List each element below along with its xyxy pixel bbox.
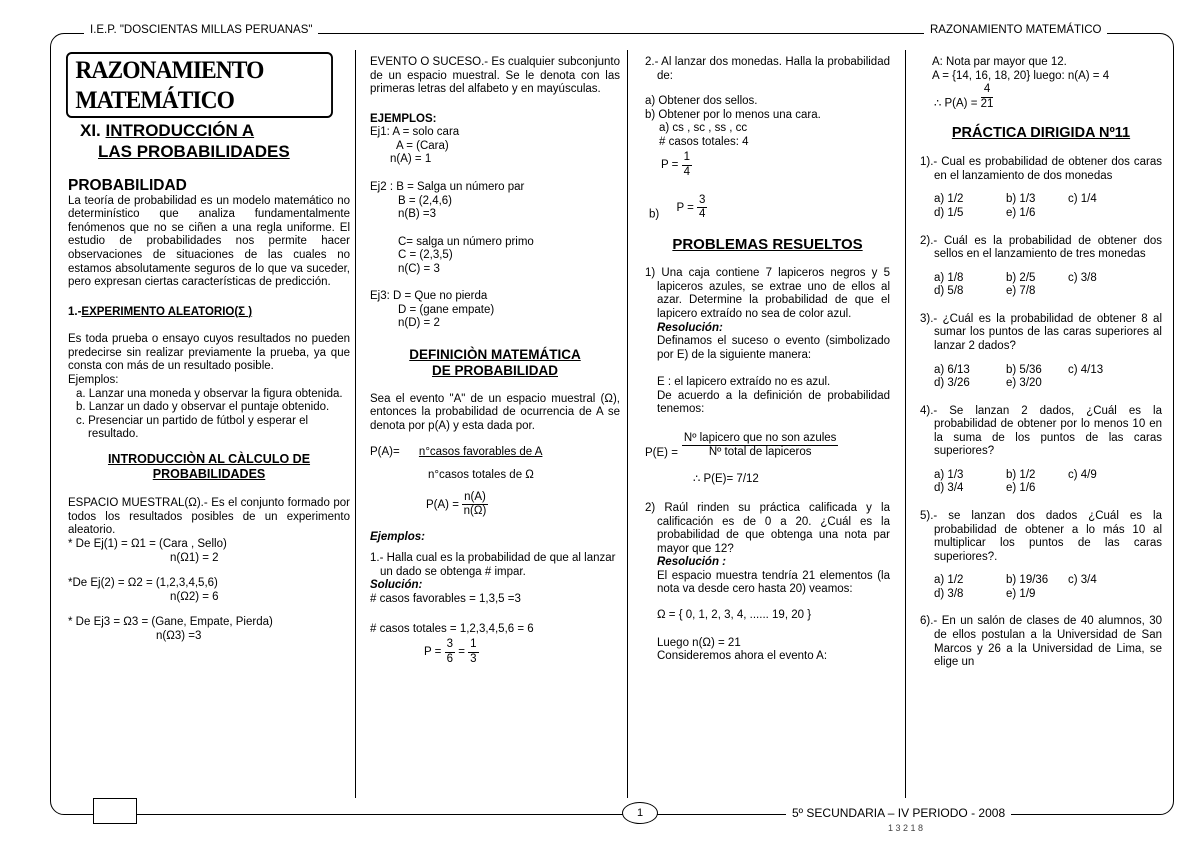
problem-text: 2) Raúl rinden su práctica calificada y la calificación es de 0 a 20. ¿Cuál es la probabilidad de que obtenga una nota par mayor que 12? — [645, 502, 890, 555]
formula-line: C= salga un número primo — [398, 235, 534, 248]
fraction-denominator: n(Ω) — [463, 505, 487, 518]
answer-options — [934, 482, 1162, 496]
paragraph: Es toda prueba o ensayo cuyos resultados no pueden predecirse sin realizar previamente la prueba, ya que consta con más de un resultado posible. — [68, 333, 350, 373]
formula-line: a) cs , sc , ss , cc — [659, 122, 748, 135]
fraction-denominator: Nº total de lapiceros — [708, 446, 812, 459]
answer-options — [934, 377, 1162, 391]
section-heading: PROBLEMAS RESUELTOS — [672, 235, 863, 253]
formula-line: D = (gane empate) — [398, 303, 495, 316]
option-letter: b) — [649, 208, 660, 221]
footer-grade: 5º SECUNDARIA – IV PERIODO - 2008 — [786, 806, 1011, 820]
answer-options — [934, 193, 1162, 207]
answer-option: b) 5/36 — [1006, 363, 1042, 376]
answer-option: d) 3/26 — [934, 377, 970, 390]
fraction-numerator: 1 — [468, 638, 478, 653]
paragraph: E : el lapicero extraído no es azul. — [657, 376, 831, 389]
subsection-title: EXPERIMENTO ALEATORIO(Σ ) — [81, 305, 253, 318]
footer-box — [93, 798, 137, 824]
paragraph: La teoría de probabilidad es un modelo matemático no determinístico que analiza fundamentalmente fenómenos que no se ciñen a una regla uniforme. El estudio de probabilidades nos permite hacer observaciones de situaciones de las cuales no estamos absolutamente seguros de lo que va suceder, pero expresan ciertas características de predicción. — [68, 194, 350, 289]
answer-options — [934, 574, 1162, 588]
header-school: I.E.P. "DOSCIENTAS MILLAS PERUANAS" — [84, 24, 318, 36]
formula-line: Ej3: D = Que no pierda — [370, 290, 488, 303]
paragraph: El espacio muestra tendría 21 elementos (la nota va desde cero hasta 20) veamos: — [657, 569, 890, 596]
equals-sign: = — [458, 646, 465, 659]
footer-extra: 1 3 2 1 8 — [888, 823, 924, 833]
formula-line: n(Ω1) = 2 — [170, 551, 219, 564]
section-heading: PRÁCTICA DIRIGIDA Nº11 — [951, 125, 1131, 142]
answer-option: b) 19/36 — [1006, 574, 1049, 587]
formula-label: P(A) = — [426, 498, 459, 511]
answer-option: b) 1/3 — [1006, 193, 1036, 206]
column-4 — [920, 56, 1162, 670]
fraction-denominator: 3 — [470, 652, 477, 665]
unit-title-line1: INTRODUCCIÓN A — [105, 121, 255, 140]
fraction-numerator: 1 — [682, 151, 692, 166]
practice-question — [920, 405, 1162, 496]
problem-text: 1) Una caja contiene 7 lapiceros negros y 5 lapiceros azules, se extrae uno de ellos al azar. Determine la probabilidad de que el lapicero extraído no sea de color azul. — [645, 267, 890, 320]
formula-line: * De Ej(1) = Ω1 = (Cara , Sello) — [68, 537, 227, 550]
formula-label: P = — [424, 646, 442, 659]
fraction-numerator: 4 — [981, 83, 994, 98]
subject-logo: RAZONAMIENTO MATEMÁTICO — [66, 52, 333, 118]
probability-fraction — [426, 491, 620, 519]
answer-option: a) 6/13 — [934, 363, 970, 376]
section-heading: PROBABILIDADES — [152, 466, 266, 481]
column-2 — [370, 56, 620, 666]
formula-label: ∴ P(A) = — [934, 97, 978, 110]
list-item: c. Presenciar un partido de fútbol y esperar el resultado. — [76, 414, 309, 441]
solution-label: Solución: — [370, 579, 423, 592]
column-separator — [905, 50, 906, 798]
paragraph: Sea el evento "A" de un espacio muestral (Ω), entonces la probabilidad de ocurrencia de A se denota por p(A) y esta dada por. — [370, 392, 620, 432]
answer-option: a) 1/3 — [934, 468, 964, 481]
answer-option: c) 1/4 — [1068, 193, 1097, 206]
answer-option: c) 3/4 — [1068, 574, 1097, 587]
answer-option: c) 4/9 — [1068, 468, 1097, 481]
formula-line: n(B) =3 — [398, 208, 437, 221]
column-separator — [355, 50, 356, 798]
formula-line: Ω = { 0, 1, 2, 3, 4, ...... 19, 20 } — [657, 609, 812, 621]
probability-formula — [645, 431, 890, 461]
answer-option: a) 1/2 — [934, 574, 964, 587]
result-line: ∴ P(E)= 7/12 — [693, 472, 759, 485]
answer-option: a) 1/8 — [934, 271, 964, 284]
fraction-denominator: 21 — [980, 97, 994, 110]
probability-result — [649, 194, 890, 222]
practice-question — [920, 235, 1162, 299]
solution-label: Resolución: — [657, 321, 723, 334]
section-heading: EJEMPLOS: — [370, 112, 437, 125]
subsection-number: 1.- — [68, 305, 82, 318]
fraction-numerator: Nº lapicero que no son azules — [682, 432, 839, 447]
practice-question — [920, 156, 1162, 220]
formula-label: P(E) = — [645, 446, 678, 459]
column-separator — [627, 50, 628, 798]
formula-line: # casos totales: 4 — [659, 135, 749, 148]
paragraph: ESPACIO MUESTRAL(Ω).- Es el conjunto formado por todos los resultados posibles de un experimento aleatorio. — [68, 497, 350, 537]
formula-label: P = — [676, 201, 694, 214]
paragraph: A: Nota par mayor que 12. — [932, 56, 1067, 68]
answer-option: d) 5/8 — [934, 285, 964, 298]
answer-option: e) 7/8 — [1006, 285, 1036, 298]
header-subject: RAZONAMIENTO MATEMÁTICO — [924, 24, 1107, 36]
formula-line: C = (2,3,5) — [398, 249, 453, 262]
answer-option: e) 1/9 — [1006, 587, 1036, 600]
probability-result — [661, 151, 890, 179]
answer-option: b) 1/2 — [1006, 468, 1036, 481]
fraction-numerator: n(A) — [462, 491, 488, 506]
formula-line: n(Ω3) =3 — [156, 629, 202, 642]
answer-options — [934, 207, 1162, 221]
paragraph: Definamos el suceso o evento (simbolizado por E) de la siguiente manera: — [657, 335, 890, 361]
answer-option: c) 3/8 — [1068, 271, 1097, 284]
paragraph: Consideremos ahora el evento A: — [657, 650, 828, 663]
probability-result — [424, 638, 620, 666]
formula-numerator: n°casos favorables de A — [418, 445, 543, 458]
formula-label: P = — [661, 159, 679, 172]
unit-number: XI. — [80, 121, 101, 140]
unit-title — [80, 120, 350, 141]
question-text: 5).- se lanzan dos dados ¿Cuál es la probabilidad de obtener a lo más 10 al multiplicar los puntos de las caras superiores?. — [920, 510, 1162, 563]
section-heading: DEFINICIÒN MATEMÁTICA — [409, 347, 581, 362]
formula-line: * De Ej3 = Ω3 = (Gane, Empate, Pierda) — [68, 616, 273, 629]
question-text: 4).- Se lanzan 2 dados, ¿Cuál es la probabilidad de obtener por lo menos 10 en la suma de los puntos de las caras superiores? — [920, 404, 1162, 458]
section-heading: PROBABILIDAD — [68, 176, 187, 194]
practice-question — [920, 313, 1162, 391]
formula-line: A = {14, 16, 18, 20} luego: n(A) = 4 — [932, 69, 1110, 82]
solution-label: Resolución : — [657, 556, 727, 569]
formula-line: n(D) = 2 — [398, 317, 440, 330]
formula-line: n(C) = 3 — [398, 262, 440, 275]
formula-line: A = (Cara) — [396, 139, 449, 152]
answer-options — [934, 588, 1162, 602]
section-heading: DE PROBABILIDAD — [431, 362, 558, 378]
question-text: 1).- Cual es probabilidad de obtener dos caras en el lanzamiento de dos monedas — [920, 156, 1162, 182]
fraction-denominator: 6 — [446, 652, 453, 665]
answer-options — [934, 364, 1162, 378]
probability-formula — [370, 446, 620, 460]
answer-option: e) 1/6 — [1006, 207, 1036, 220]
formula-line: n(Ω2) = 6 — [170, 590, 219, 603]
formula-line: Ej2 : B = Salga un número par — [370, 180, 525, 193]
list-item: a. Lanzar una moneda y observar la figura obtenida. — [76, 387, 343, 400]
question-text: 2).- Cuál es la probabilidad de obtener dos sellos en el lanzamiento de tres monedas — [920, 234, 1162, 261]
paragraph: EVENTO O SUCESO.- Es cualquier subconjunto de un espacio muestral. Se le denota con las primeras letras del alfabeto y en mayúsculas. — [370, 56, 620, 96]
answer-options — [934, 272, 1162, 286]
answer-options — [934, 285, 1162, 299]
formula-line: *De Ej(2) = Ω2 = (1,2,3,4,5,6) — [68, 577, 218, 590]
formula-label: P(A)= — [370, 445, 400, 458]
unit-title-line2: LAS PROBABILIDADES — [98, 142, 290, 162]
formula-denominator: n°casos totales de Ω — [428, 469, 534, 482]
section-heading: INTRODUCCIÒN AL CÀLCULO DE — [107, 451, 311, 466]
answer-option: b) 2/5 — [1006, 271, 1036, 284]
answer-options — [934, 469, 1162, 483]
formula-line: n(A) = 1 — [390, 153, 432, 166]
answer-option: a) 1/2 — [934, 193, 964, 206]
formula-line: # casos totales = 1,2,3,4,5,6 = 6 — [370, 622, 534, 635]
fraction-denominator: 4 — [683, 165, 690, 178]
formula-line: Luego n(Ω) = 21 — [657, 636, 741, 649]
question-text: 6).- En un salón de clases de 40 alumnos, 30 de ellos postulan a la Universidad de San Marcos y 26 a la Universidad de Lima, se elige un — [920, 615, 1162, 669]
paragraph: De acuerdo a la definición de probabilidad tenemos: — [657, 389, 890, 416]
answer-option: d) 3/8 — [934, 587, 964, 600]
formula-line: B = (2,4,6) — [398, 194, 453, 207]
formula-line: Ej1: A = solo cara — [370, 126, 460, 139]
probability-result — [934, 83, 1162, 111]
question: 1.- Halla cual es la probabilidad de que al lanzar un dado se obtenga # impar. — [370, 552, 616, 578]
fraction-denominator: 4 — [699, 208, 706, 221]
list-item: b) Obtener por lo menos una cara. — [645, 108, 821, 121]
question-text: 3).- ¿Cuál es la probabilidad de obtener 8 al sumar los puntos de las caras superiores al lanzar 2 dados? — [920, 312, 1162, 352]
practice-question — [920, 510, 1162, 601]
subsection-heading — [68, 306, 350, 320]
answer-option: d) 3/4 — [934, 482, 964, 495]
column-1 — [58, 52, 350, 643]
answer-option: d) 1/5 — [934, 207, 964, 220]
page-number: 1 — [622, 802, 658, 824]
list-item: b. Lanzar un dado y observar el puntaje obtenido. — [76, 401, 330, 414]
question: 2.- Al lanzar dos monedas. Halla la probabilidad de: — [645, 56, 890, 82]
column-3 — [645, 56, 890, 664]
formula-line: # casos favorables = 1,3,5 =3 — [370, 593, 521, 606]
fraction-numerator: 3 — [697, 194, 707, 209]
fraction-numerator: 3 — [445, 638, 455, 653]
answer-option: c) 4/13 — [1068, 363, 1104, 376]
examples-label: Ejemplos: — [370, 530, 425, 543]
answer-option: e) 1/6 — [1006, 482, 1036, 495]
list-item: a) Obtener dos sellos. — [645, 95, 758, 108]
examples-label: Ejemplos: — [68, 373, 119, 386]
answer-option: e) 3/20 — [1006, 377, 1042, 390]
